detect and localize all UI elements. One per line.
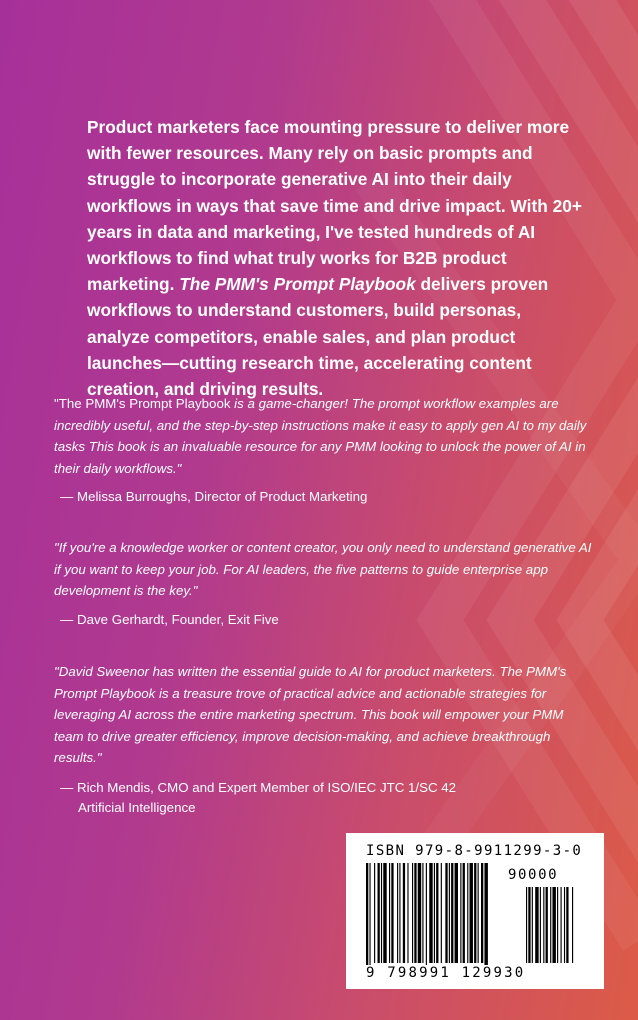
isbn-number: ISBN 979-8-9911299-3-0 (366, 843, 583, 859)
barcode-bar (414, 863, 416, 963)
price-bar (566, 887, 568, 963)
book-description (87, 114, 587, 402)
description-part-1: Product marketers face mounting pressure to deliver more with fewer resources. Many rely on basic prompts and struggle to incorporate generative AI into their daily workflows in ways that save time and drive impact. With 20+ years in data and marketing, I've tested hundreds of AI workflows to find what truly works for B2B product marketing. (87, 117, 582, 295)
price-bar (564, 887, 565, 963)
barcode-digits: 9 798991 129930 (366, 965, 526, 981)
barcode-bar (474, 863, 476, 963)
barcode-bar (403, 863, 405, 963)
price-bar (546, 887, 548, 963)
quote-1-title: "The PMM's Prompt Playbook (54, 396, 231, 411)
barcode-bar (407, 863, 408, 963)
barcode-bar (391, 863, 393, 963)
price-bar (557, 887, 558, 963)
price-bar (532, 887, 533, 963)
price-bar (543, 887, 544, 963)
barcode-bar (366, 863, 368, 971)
barcode-bar (412, 863, 413, 963)
barcode-bar (426, 863, 427, 971)
description-part-2: delivers proven workflows to understand customers, build personas, analyze competitors, enable sales, and plan product launches—cutting research time, accelerating content creation, and driving results. (87, 274, 549, 400)
description-book-title: The PMM's Prompt Playbook (179, 274, 416, 295)
barcode-bar (436, 863, 438, 963)
price-bar (552, 887, 555, 963)
quote-1-text: is a game-changer! The prompt workflow examples are incredibly useful, and the step-by-step instructions make it easy to apply gen AI to my daily tasks This book is an invaluable resource for any PMM looking to unlock the power of AI in their daily workflows." (54, 396, 587, 476)
barcode-bar (399, 863, 400, 963)
barcode-bar (460, 863, 461, 963)
barcode-bar (481, 863, 483, 963)
testimonial-quote-1 (54, 393, 594, 479)
barcode-bar (484, 863, 487, 971)
barcode-bar (478, 863, 479, 963)
quote-2-text: "If you're a knowledge worker or content creator, you only need to understand generative AI if you want to keep your job. For AI leaders, the five patterns to guide enterprise app development is the key." (54, 540, 592, 599)
barcode-bar (451, 863, 453, 963)
barcode-bar (429, 863, 432, 963)
barcode-bar (467, 863, 468, 963)
barcode-bar (470, 863, 473, 963)
barcode-bar (441, 863, 442, 963)
barcode-bar (389, 863, 390, 963)
price-code: 90000 (508, 867, 559, 883)
barcode-bar (418, 863, 421, 963)
barcode-bar (422, 863, 423, 963)
barcode-bar (369, 863, 370, 971)
testimonial-attribution-1: — Melissa Burroughs, Director of Product Marketing (60, 489, 368, 504)
price-bar (540, 887, 541, 963)
barcode-bar (434, 863, 435, 963)
price-bar (528, 887, 530, 963)
quote-3-text: "David Sweenor has written the essential guide to AI for product marketers. The PMM's Prompt Playbook is a treasure trove of practical advice and actionable strategies for leveraging AI across the entire marketing spectrum. This book will empower your PMM team to drive greater efficiency, improve decision-making, and achieve breakthrough results." (54, 664, 567, 766)
price-bar (526, 887, 527, 963)
price-bar (550, 887, 551, 963)
barcode-bar (455, 863, 458, 963)
barcode-bar (397, 863, 398, 963)
testimonial-attribution-3: — Rich Mendis, CMO and Expert Member of ISO/IEC JTC 1/SC 42 Artificial Intelligence (60, 780, 457, 815)
barcode-bar (463, 863, 465, 963)
testimonial-quote-3 (54, 661, 594, 769)
isbn-barcode (346, 833, 604, 989)
barcode-bar (378, 863, 380, 963)
barcode-bar (445, 863, 447, 963)
barcode-bar (383, 863, 386, 963)
testimonial-quote-2 (54, 537, 594, 602)
barcode-bar (449, 863, 450, 963)
barcode-bar (374, 863, 375, 963)
barcode-bar (381, 863, 382, 963)
price-bar (535, 887, 538, 963)
price-bar (561, 887, 562, 963)
testimonial-attribution-2: — Dave Gerhardt, Founder, Exit Five (60, 612, 279, 627)
price-bar (572, 887, 573, 963)
